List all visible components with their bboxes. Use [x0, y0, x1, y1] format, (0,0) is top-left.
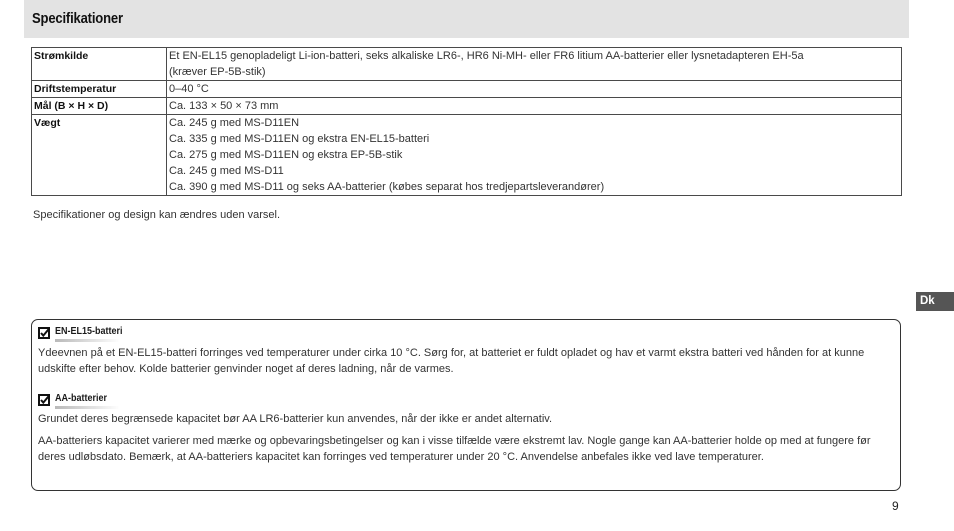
- spec-value: [167, 115, 902, 196]
- note-title: AA-batterier: [55, 393, 108, 404]
- spec-label: Mål (B × H × D): [32, 98, 167, 115]
- spec-label: Strømkilde: [32, 48, 167, 81]
- page-title: Specifikationer: [32, 11, 123, 27]
- table-row: [32, 98, 902, 115]
- note-heading-battery: [38, 326, 130, 339]
- note-paragraph: AA-batteriers kapacitet varierer med mærke og opbevaringsbetingelser og kan i visse tilfælde være ekstremt lav. Nogle gange kan AA-batterier holde op med at fungere før deres udløbsdato. Bemærk, at AA-batteriers kapacitet kan forringes ved temperaturer under 20 °C. Anvendelse anbefales ikke ved lave temperaturer.: [38, 435, 871, 463]
- spec-value-line: Ca. 275 g med MS-D11EN og ekstra EP-5B-stik: [169, 149, 403, 161]
- table-row: [32, 81, 902, 98]
- checkbox-icon: [38, 394, 50, 406]
- spec-label: Driftstemperatur: [32, 81, 167, 98]
- note-title: EN-EL15-batteri: [55, 326, 123, 337]
- language-tab: Dk: [916, 292, 954, 311]
- page-number: 9: [892, 499, 899, 513]
- table-row: [32, 115, 902, 196]
- note-paragraph: Ydeevnen på et EN-EL15-batteri forringes ved temperaturer under cirka 10 °C. Sørg for, at batteriet er fuldt opladet og hav et varmt ekstra batteri ved hånden for at kunne udskifte efter behov. Kolde batterier genvinder noget af deres ladning, når de varmes.: [38, 347, 865, 375]
- specifications-table: [31, 47, 902, 196]
- spec-value: [167, 81, 902, 98]
- spec-value-line: Ca. 390 g med MS-D11 og seks AA-batterier (købes separat hos tredjepartsleverandører): [169, 181, 605, 193]
- table-row: [32, 48, 902, 81]
- spec-value-line: Ca. 245 g med MS-D11: [169, 165, 284, 177]
- spec-value-line: Ca. 245 g med MS-D11EN: [169, 117, 300, 129]
- note-paragraph: Grundet deres begrænsede kapacitet bør AA LR6-batterier kun anvendes, når der ikke er andet alternativ.: [38, 413, 553, 425]
- note-heading-aa: [38, 393, 113, 406]
- spec-value-line: Ca. 335 g med MS-D11EN og ekstra EN-EL15-batteri: [169, 133, 430, 145]
- spec-value-line: (kræver EP-5B-stik): [169, 66, 266, 78]
- checkbox-icon: [38, 327, 50, 339]
- spec-value-line: 0–40 °C: [169, 83, 209, 95]
- spec-value: [167, 48, 902, 81]
- spec-value-line: Ca. 133 × 50 × 73 mm: [169, 100, 279, 112]
- notes-box: [31, 319, 901, 491]
- spec-value-line: Et EN-EL15 genopladeligt Li-ion-batteri, seks alkaliske LR6-, HR6 Ni-MH- eller FR6 litium AA-batterier eller lysnetadapteren EH-5a: [169, 50, 804, 62]
- spec-label: Vægt: [32, 115, 167, 196]
- spec-value: [167, 98, 902, 115]
- section-header: [24, 0, 909, 38]
- specification-disclaimer: Specifikationer og design kan ændres uden varsel.: [33, 209, 281, 221]
